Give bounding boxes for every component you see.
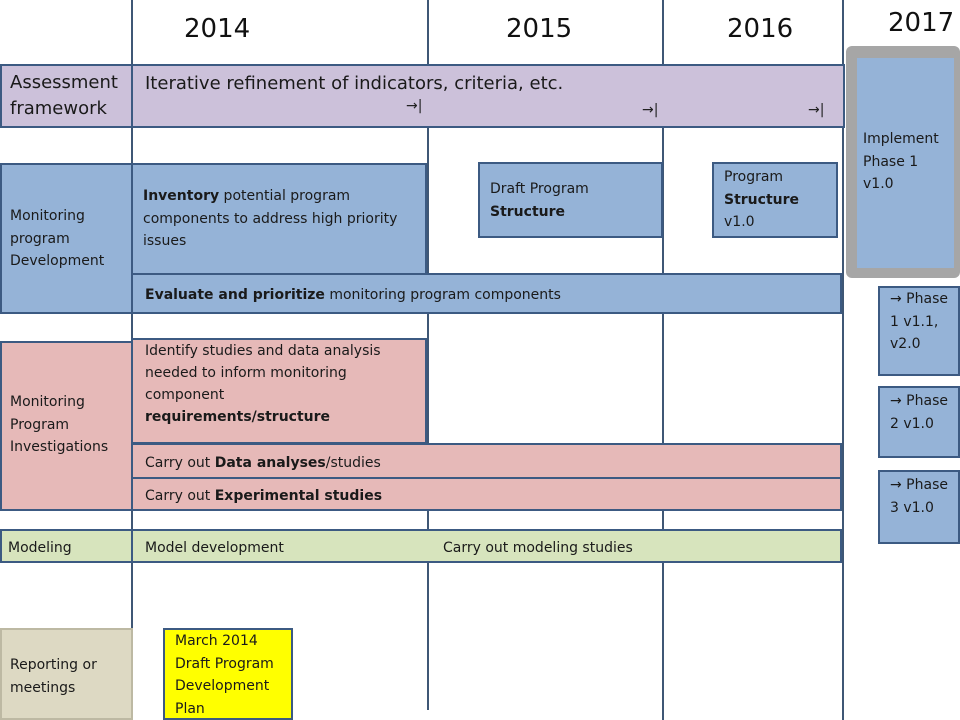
implement-phase1-box: Implement Phase 1 v1.0 [857, 58, 954, 268]
milestone-marker-2015: →| [406, 98, 423, 114]
investigations-label: Monitoring Program Investigations [0, 341, 133, 511]
inventory-bold: Inventory [143, 188, 220, 204]
identify-studies-box [131, 338, 427, 444]
monitoring-development-label: Monitoring program Development [0, 163, 133, 314]
year-2016: 2016 [727, 14, 794, 44]
model-development-text: Model development [145, 540, 284, 556]
evaluate-bold: Evaluate and prioritize [145, 287, 325, 303]
program-line1: Program [724, 169, 784, 185]
draft-program-structure-box [478, 162, 663, 238]
modeling-studies-text: Carry out modeling studies [443, 540, 633, 556]
year-2017: 2017 [888, 8, 955, 38]
phase2-v1-box: → Phase 2 v1.0 [878, 386, 960, 458]
inventory-rest: potential program components to address high priority issues [143, 188, 398, 250]
phase3-v1-box: → Phase 3 v1.0 [878, 470, 960, 544]
assessment-bar-text: Iterative refinement of indicators, criteria, etc. [145, 73, 564, 94]
phase1-v11-box: → Phase 1 v1.1, v2.0 [878, 286, 960, 376]
milestone-marker-2016: →| [642, 102, 659, 118]
reporting-label: Reporting or meetings [0, 628, 133, 720]
evaluate-prioritize-bar [131, 273, 842, 314]
program-line3: v1.0 [724, 214, 755, 231]
year-2015: 2015 [506, 14, 573, 44]
draft-line2: Structure [490, 203, 566, 220]
program-line2: Structure [724, 191, 800, 208]
march-2014-plan-box: March 2014 Draft Program Development Plan [163, 628, 293, 720]
draft-line1: Draft Program [490, 181, 589, 197]
data-analyses-bar: Carry out Data analyses/studies [131, 443, 842, 479]
modeling-label: Modeling [0, 529, 133, 563]
identify-text: Identify studies and data analysis needed to inform monitoring component [145, 343, 381, 404]
identify-bold: requirements/structure [145, 409, 331, 426]
milestone-marker-2017: →| [808, 102, 825, 118]
inventory-components-box [131, 163, 427, 275]
modeling-bar [131, 529, 842, 563]
program-structure-v1-box [712, 162, 838, 238]
year-2014: 2014 [184, 14, 251, 44]
assessment-refinement-bar [131, 64, 845, 128]
experimental-studies-bar: Carry out Experimental studies [131, 477, 842, 511]
evaluate-rest: monitoring program components [324, 287, 561, 303]
assessment-framework-label: Assessment framework [0, 64, 133, 128]
